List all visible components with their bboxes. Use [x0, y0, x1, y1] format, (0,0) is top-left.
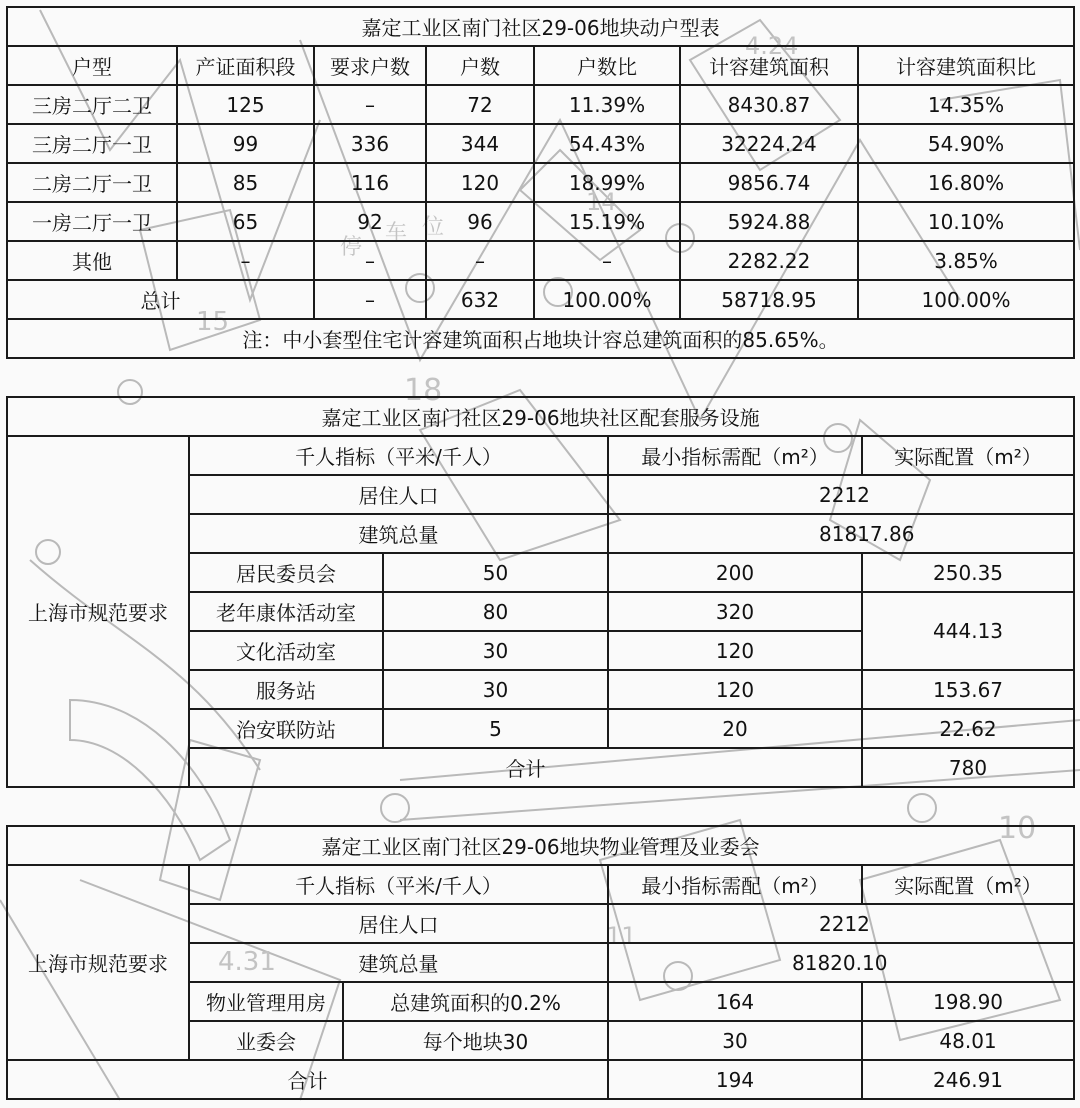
cell-floor-area-ratio: 16.80%	[858, 163, 1074, 202]
cell-unit-ratio: 18.99%	[534, 163, 680, 202]
cell-units: 120	[426, 163, 534, 202]
table-header-row	[7, 436, 1074, 475]
group-label: 上海市规范要求	[7, 865, 189, 1060]
facility-actual: 22.62	[862, 709, 1074, 748]
cell-required-units: 336	[314, 124, 426, 163]
facility-min: 120	[608, 670, 862, 709]
group-label: 上海市规范要求	[7, 436, 189, 787]
item-name: 物业管理用房	[189, 982, 343, 1021]
header-floor-area-ratio: 计容建筑面积比	[858, 46, 1074, 85]
facility-name: 服务站	[189, 670, 383, 709]
table-row	[7, 241, 1074, 280]
facility-name: 老年康体活动室	[189, 592, 383, 631]
facility-index: 50	[383, 553, 608, 592]
cell-floor-area-ratio: 10.10%	[858, 202, 1074, 241]
bg-label-elev-1: 4.24	[745, 32, 799, 60]
facility-index: 5	[383, 709, 608, 748]
cell-unit-ratio: –	[534, 241, 680, 280]
bg-label-lot-11: 11	[606, 922, 637, 950]
cell-area-range: 99	[177, 124, 314, 163]
header-actual: 实际配置（m²）	[862, 865, 1074, 904]
bg-label-lot-10: 10	[998, 811, 1037, 846]
total-row	[7, 280, 1074, 319]
facility-index: 30	[383, 631, 608, 670]
cell-floor-area: 32224.24	[680, 124, 858, 163]
header-actual: 实际配置（m²）	[862, 436, 1074, 475]
cell-required-units: 116	[314, 163, 426, 202]
cell-unit-type: 一房二厅一卫	[7, 202, 177, 241]
community-facilities-table	[6, 396, 1075, 788]
cell-unit-ratio: 15.19%	[534, 202, 680, 241]
header-unit-ratio: 户数比	[534, 46, 680, 85]
table-title-row	[7, 7, 1074, 46]
facility-min: 120	[608, 631, 862, 670]
total-min: 194	[608, 1060, 862, 1099]
item-min: 30	[608, 1021, 862, 1060]
facilities-table-title: 嘉定工业区南门社区29-06地块社区配套服务设施	[7, 397, 1074, 436]
bg-label-parking-2: 车	[385, 221, 408, 246]
bg-label-elev-2: 4.31	[218, 947, 276, 977]
cell-area-range: 65	[177, 202, 314, 241]
cell-required-units: –	[314, 241, 426, 280]
table-header-row	[7, 46, 1074, 85]
header-min-required: 最小指标需配（m²）	[608, 436, 862, 475]
facility-actual-merged: 444.13	[862, 592, 1074, 670]
table-row	[7, 85, 1074, 124]
total-area-value: 81817.86	[608, 514, 1074, 553]
total-min: 780	[862, 748, 1074, 787]
facility-name: 治安联防站	[189, 709, 383, 748]
population-label: 居住人口	[189, 475, 608, 514]
cell-floor-area: 5924.88	[680, 202, 858, 241]
table-title-row	[7, 826, 1074, 865]
population-label: 居住人口	[189, 904, 608, 943]
total-floor-area-ratio: 100.00%	[858, 280, 1074, 319]
cell-floor-area-ratio: 54.90%	[858, 124, 1074, 163]
header-area-range: 产证面积段	[177, 46, 314, 85]
cell-area-range: 85	[177, 163, 314, 202]
header-floor-area: 计容建筑面积	[680, 46, 858, 85]
cell-floor-area-ratio: 14.35%	[858, 85, 1074, 124]
total-units: 632	[426, 280, 534, 319]
total-floor-area: 58718.95	[680, 280, 858, 319]
bg-label-parking-1: 停	[340, 235, 363, 260]
table-header-row	[7, 865, 1074, 904]
population-value: 2212	[608, 475, 1074, 514]
facility-actual: 250.35	[862, 553, 1074, 592]
header-indicator: 千人指标（平米/千人）	[189, 865, 608, 904]
facility-index: 80	[383, 592, 608, 631]
cell-floor-area: 8430.87	[680, 85, 858, 124]
table-title-row	[7, 397, 1074, 436]
cell-units: –	[426, 241, 534, 280]
total-label: 总计	[7, 280, 314, 319]
total-required-units: –	[314, 280, 426, 319]
bg-label-lot-14: 14	[586, 188, 617, 216]
cell-area-range: –	[177, 241, 314, 280]
facility-actual: 153.67	[862, 670, 1074, 709]
facility-index: 30	[383, 670, 608, 709]
cell-unit-type: 其他	[7, 241, 177, 280]
bg-label-parking-3: 位	[422, 215, 445, 240]
facility-min: 320	[608, 592, 862, 631]
item-actual: 48.01	[862, 1021, 1074, 1060]
table-row	[7, 124, 1074, 163]
cell-required-units: 92	[314, 202, 426, 241]
cell-unit-ratio: 54.43%	[534, 124, 680, 163]
table-note: 注：中小套型住宅计容建筑面积占地块计容总建筑面积的85.65%。	[7, 319, 1074, 358]
cell-required-units: –	[314, 85, 426, 124]
cell-units: 96	[426, 202, 534, 241]
property-management-table	[6, 825, 1075, 1100]
header-min-required: 最小指标需配（m²）	[608, 865, 862, 904]
total-label: 合计	[7, 1060, 608, 1099]
cell-area-range: 125	[177, 85, 314, 124]
property-table-title: 嘉定工业区南门社区29-06地块物业管理及业委会	[7, 826, 1074, 865]
cell-floor-area: 2282.22	[680, 241, 858, 280]
item-index: 总建筑面积的0.2%	[343, 982, 608, 1021]
cell-floor-area: 9856.74	[680, 163, 858, 202]
table-row	[7, 163, 1074, 202]
total-unit-ratio: 100.00%	[534, 280, 680, 319]
item-name: 业委会	[189, 1021, 343, 1060]
header-unit-type: 户型	[7, 46, 177, 85]
cell-unit-type: 三房二厅二卫	[7, 85, 177, 124]
header-units: 户数	[426, 46, 534, 85]
item-actual: 198.90	[862, 982, 1074, 1021]
total-area-label: 建筑总量	[189, 514, 608, 553]
note-row	[7, 319, 1074, 358]
bg-label-lot-18: 18	[404, 373, 443, 408]
total-area-label: 建筑总量	[189, 943, 608, 982]
total-actual: 246.91	[862, 1060, 1074, 1099]
total-row	[7, 1060, 1074, 1099]
facility-min: 20	[608, 709, 862, 748]
table-row	[7, 202, 1074, 241]
unit-type-table-title: 嘉定工业区南门社区29-06地块动户型表	[7, 7, 1074, 46]
population-value: 2212	[608, 904, 1074, 943]
cell-unit-type: 二房二厅一卫	[7, 163, 177, 202]
total-area-value: 81820.10	[608, 943, 1074, 982]
cell-unit-type: 三房二厅一卫	[7, 124, 177, 163]
cell-units: 72	[426, 85, 534, 124]
bg-label-lot-15: 15	[196, 307, 230, 337]
unit-type-table	[6, 6, 1075, 359]
cell-unit-ratio: 11.39%	[534, 85, 680, 124]
facility-name: 居民委员会	[189, 553, 383, 592]
total-label: 合计	[189, 748, 862, 787]
cell-floor-area-ratio: 3.85%	[858, 241, 1074, 280]
facility-name: 文化活动室	[189, 631, 383, 670]
header-required-units: 要求户数	[314, 46, 426, 85]
cell-units: 344	[426, 124, 534, 163]
item-index: 每个地块30	[343, 1021, 608, 1060]
facility-min: 200	[608, 553, 862, 592]
item-min: 164	[608, 982, 862, 1021]
header-indicator: 千人指标（平米/千人）	[189, 436, 608, 475]
